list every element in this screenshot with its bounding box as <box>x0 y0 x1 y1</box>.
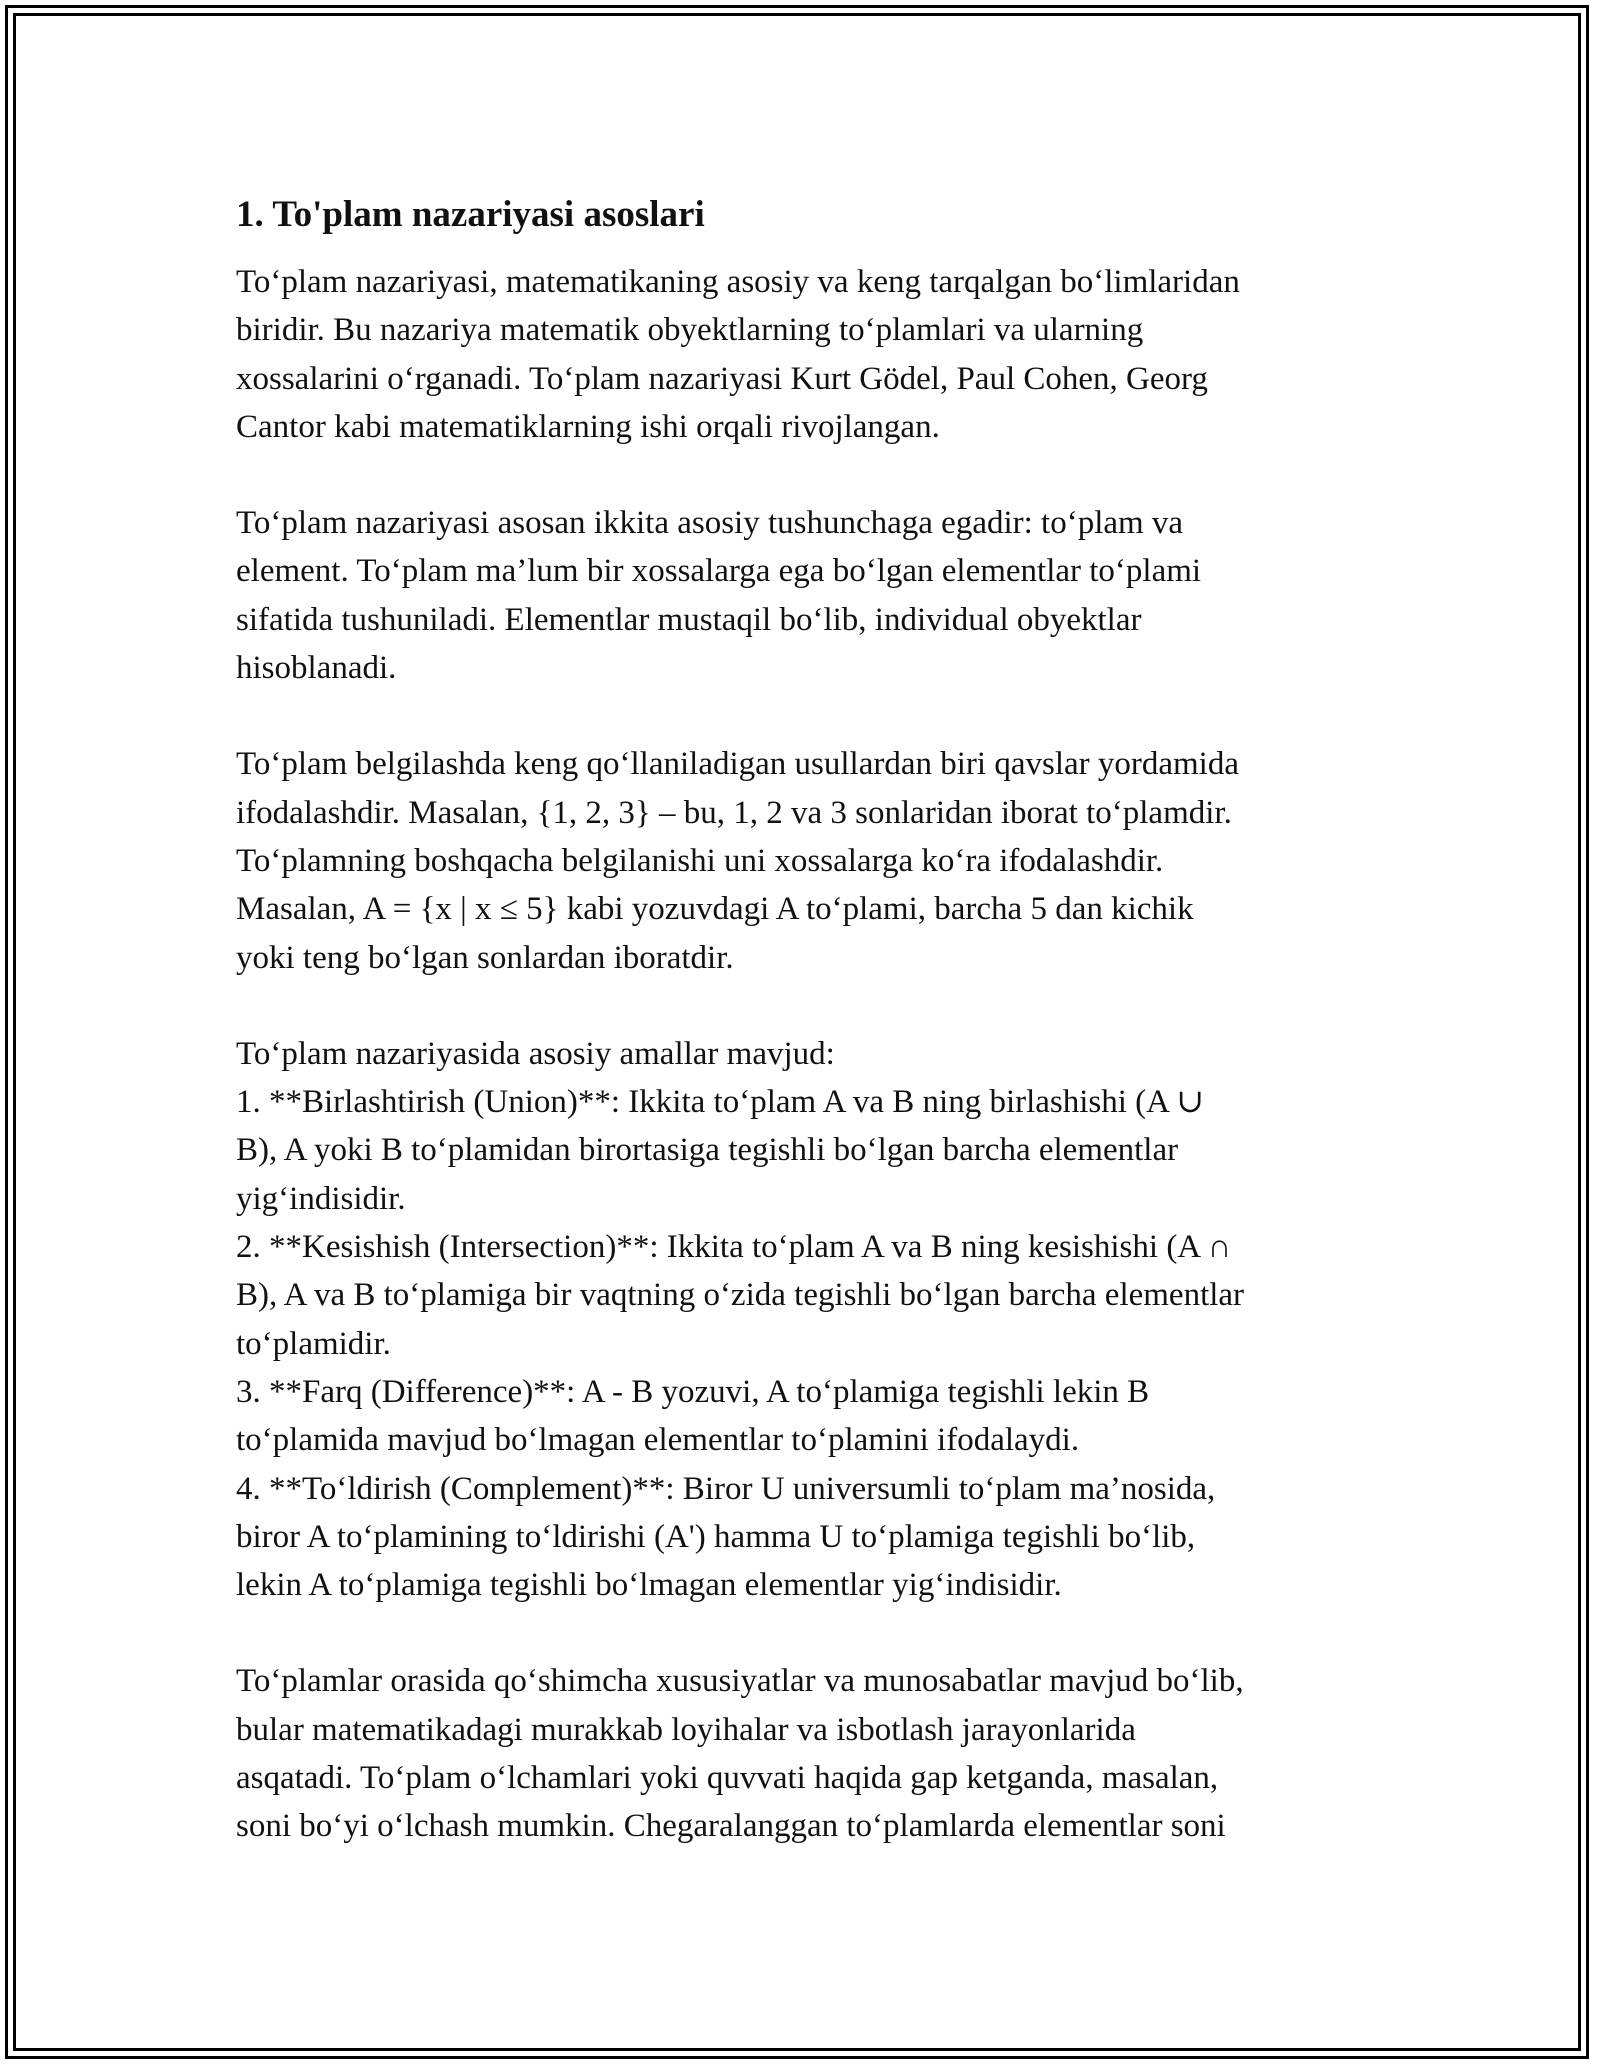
text-line: B), A va B to‘plamiga bir vaqtning o‘zida tegishli bo‘lgan barcha elementlar <box>236 1277 1245 1314</box>
text-line: Masalan, A = {x | x ≤ 5} kabi yozuvdagi A to‘plami, barcha 5 dan kichik <box>236 891 1194 928</box>
text-line: To‘plam nazariyasi asosan ikkita asosiy tushunchaga egadir: to‘plam va <box>236 505 1184 542</box>
text-line: asqatadi. To‘plam o‘lchamlari yoki quvvati haqida gap ketganda, masalan, <box>236 1760 1219 1797</box>
paragraph-notation <box>236 740 1366 981</box>
text-line: to‘plamidir. <box>236 1325 391 1362</box>
text-line: yoki teng bo‘lgan sonlardan iboratdir. <box>236 939 734 976</box>
text-line: hisoblanadi. <box>236 650 397 687</box>
text-line: element. To‘plam ma’lum bir xossalarga ega bo‘lgan elementlar to‘plami <box>236 553 1202 590</box>
text-line: soni bo‘yi o‘lchash mumkin. Chegaralanggan to‘plamlarda elementlar soni <box>236 1808 1226 1845</box>
text-line: To‘plamlar orasida qo‘shimcha xususiyatlar va munosabatlar mavjud bo‘lib, <box>236 1663 1244 1700</box>
text-line: biror A to‘plamining to‘ldirishi (A') hamma U to‘plamiga tegishli bo‘lib, <box>236 1518 1196 1555</box>
text-line: To‘plam nazariyasi, matematikaning asosiy va keng tarqalgan bo‘limlaridan <box>236 264 1240 300</box>
text-line: xossalarini o‘rganadi. To‘plam nazariyasi Kurt Gödel, Paul Cohen, Georg <box>236 360 1208 397</box>
document-body <box>236 186 1366 1899</box>
text-line: sifatida tushuniladi. Elementlar mustaqil bo‘lib, individual obyektlar <box>236 601 1142 638</box>
list-item-complement: 4. **To‘ldirish (Complement)**: Biror U universumli to‘plam ma’nosida, <box>236 1470 1216 1507</box>
section-heading: 1. To'plam nazariyasi asoslari <box>236 194 705 235</box>
paragraph-intro <box>236 258 1366 451</box>
paragraph-concepts <box>236 499 1366 692</box>
text-line: ifodalashdir. Masalan, {1, 2, 3} – bu, 1, 2 va 3 sonlaridan iborat to‘plamdir. <box>236 794 1232 831</box>
text-line: To‘plamning boshqacha belgilanishi uni xossalarga ko‘ra ifodalashdir. <box>236 842 1164 879</box>
text-line: biridir. Bu nazariya matematik obyektlarning to‘plamlari va ularning <box>236 312 1144 349</box>
text-line: to‘plamida mavjud bo‘lmagan elementlar to‘plamini ifodalaydi. <box>236 1422 1080 1459</box>
text-line: Cantor kabi matematiklarning ishi orqali rivojlangan. <box>236 408 940 445</box>
text-line: lekin A to‘plamiga tegishli bo‘lmagan elementlar yig‘indisidir. <box>236 1567 1062 1604</box>
text-line: To‘plam belgilashda keng qo‘llaniladigan usullardan biri qavslar yordamida <box>236 746 1239 783</box>
list-item-union: 1. **Birlashtirish (Union)**: Ikkita to‘plam A va B ning birlashishi (A ∪ <box>236 1084 1205 1121</box>
paragraph-properties <box>236 1657 1366 1850</box>
list-item-difference: 3. **Farq (Difference)**: A - B yozuvi, A to‘plamiga tegishli lekin B <box>236 1373 1150 1410</box>
text-line: B), A yoki B to‘plamidan birortasiga tegishli bo‘lgan barcha elementlar <box>236 1132 1179 1169</box>
paragraph-operations <box>236 1030 1366 1610</box>
list-item-intersection: 2. **Kesishish (Intersection)**: Ikkita to‘plam A va B ning kesishishi (A ∩ <box>236 1229 1232 1266</box>
text-line: bular matematikadagi murakkab loyihalar va isbotlash jarayonlarida <box>236 1711 1136 1748</box>
text-line: To‘plam nazariyasida asosiy amallar mavjud: <box>236 1035 835 1072</box>
text-line: yig‘indisidir. <box>236 1180 406 1217</box>
